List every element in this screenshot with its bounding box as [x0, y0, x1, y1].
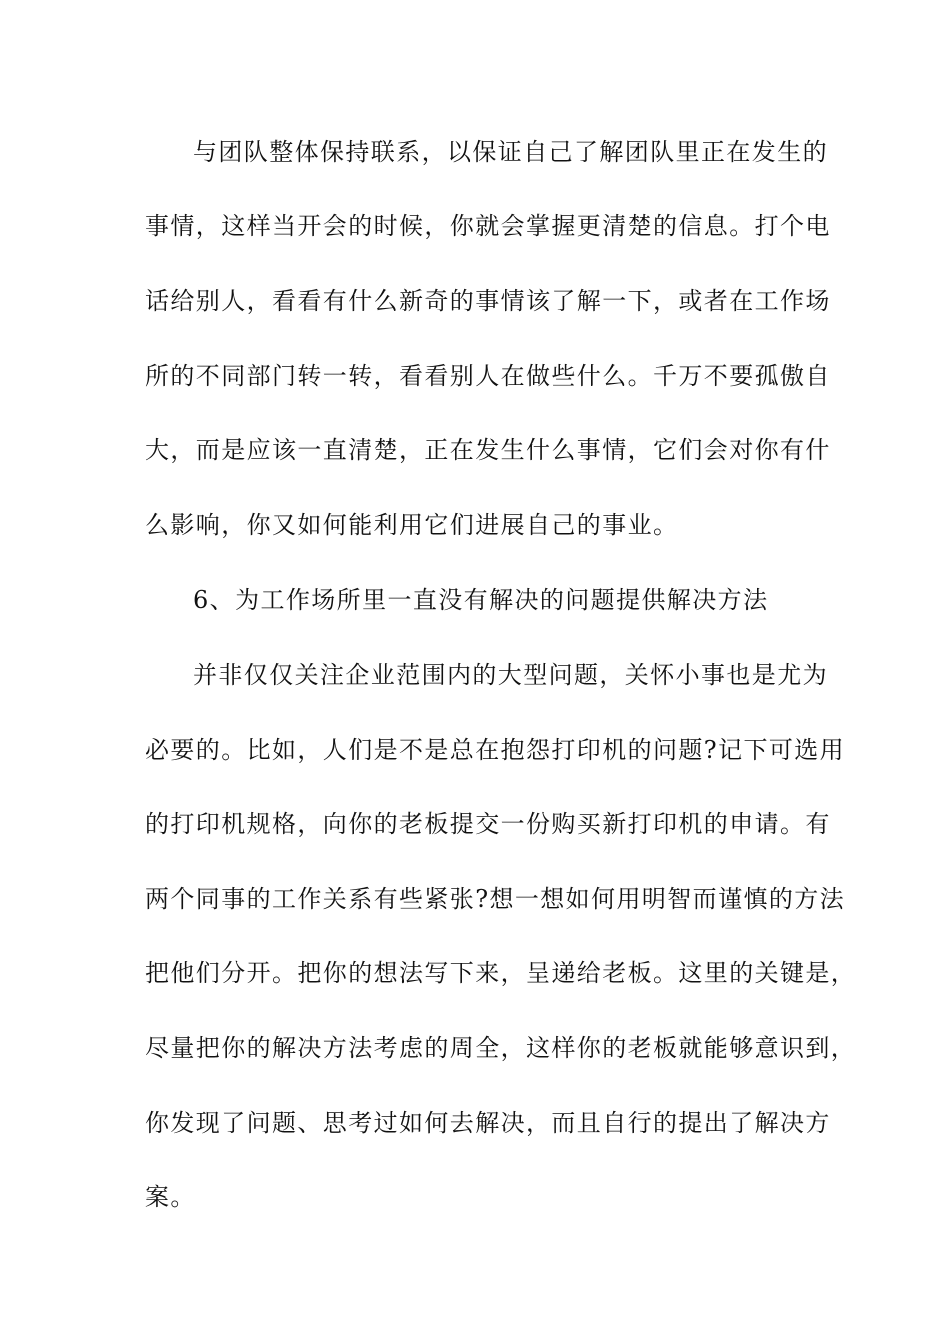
paragraph-2-line-1: 并非仅仅关注企业范围内的大型问题，关怀小事也是尤为 [193, 661, 828, 689]
paragraph-1-line-4: 所的不同部门转一转，看看别人在做些什么。千万不要孤傲自 [145, 362, 831, 390]
paragraph-1-line-2: 事情，这样当开会的时候，你就会掌握更清楚的信息。打个电 [145, 212, 831, 240]
paragraph-2-line-5: 把他们分开。把你的想法写下来，呈递给老板。这里的关键是， [145, 959, 857, 987]
paragraph-2-line-7: 你发现了问题、思考过如何去解决，而且自行的提出了解决方 [145, 1109, 831, 1137]
paragraph-2-line-6: 尽量把你的解决方法考虑的周全，这样你的老板就能够意识到， [145, 1034, 857, 1062]
paragraph-2-line-3: 的打印机规格，向你的老板提交一份购买新打印机的申请。有 [145, 810, 831, 838]
paragraph-2-line-2: 必要的。比如，人们是不是总在抱怨打印机的问题?记下可选用 [145, 736, 846, 764]
paragraph-1-line-3: 话给别人，看看有什么新奇的事情该了解一下，或者在工作场 [145, 287, 831, 315]
paragraph-1-line-6: 么影响，你又如何能利用它们进展自己的事业。 [145, 511, 679, 539]
paragraph-1-line-5: 大，而是应该一直清楚，正在发生什么事情，它们会对你有什 [145, 436, 831, 464]
section-heading: 6、为工作场所里一直没有解决的问题提供解决方法 [193, 586, 769, 614]
paragraph-2-line-8: 案。 [145, 1183, 196, 1211]
paragraph-2-line-4: 两个同事的工作关系有些紧张?想一想如何用明智而谨慎的方法 [145, 885, 846, 913]
paragraph-1-line-1: 与团队整体保持联系，以保证自己了解团队里正在发生的 [193, 138, 828, 166]
